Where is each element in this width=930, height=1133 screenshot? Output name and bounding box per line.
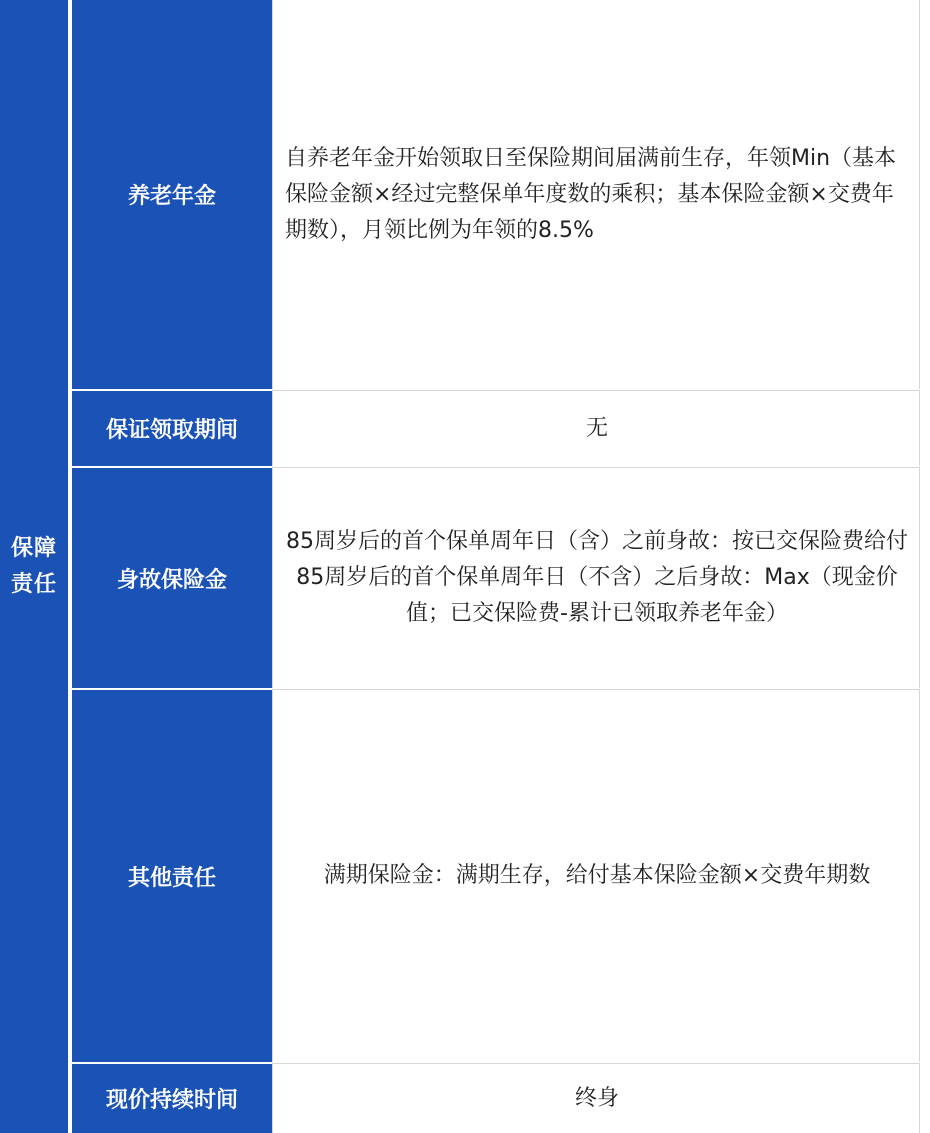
row-content-cash-value-duration: 终身 [574, 1085, 619, 1111]
row-content-cell-guarantee-period [272, 391, 920, 466]
row-content-cell-other-liability [272, 690, 920, 1062]
row-content-guarantee-period: 无 [585, 415, 608, 441]
row-label-guarantee-period: 保证领取期间 [105, 418, 238, 443]
section-header-label: 保障责任 [10, 535, 57, 597]
row-label-cash-value-duration: 现价持续时间 [105, 1088, 238, 1113]
row-label-cell-death-benefit [72, 468, 272, 688]
row-content-cell-cash-value-duration [272, 1064, 920, 1133]
row-label-cell-pension [72, 0, 272, 389]
section-header-cell [0, 0, 70, 1133]
row-content-pension: 自养老年金开始领取日至保险期间届满前生存，年领Min（基本保险金额×经过完整保单年度数的乘积；基本保险金额×交费年期数），月领比例为年领的8.5% [285, 145, 897, 243]
death-benefit-line: 85周岁后的首个保单周年日（含）之前身故：按已交保险费给付 [286, 529, 908, 554]
row-content-cell-death-benefit [272, 468, 920, 688]
row-label-cell-other-liability [72, 690, 272, 1062]
row-label-cell-guarantee-period [72, 391, 272, 466]
row-label-pension: 养老年金 [127, 184, 216, 209]
death-benefit-line: 85周岁后的首个保单周年日（不含）之后身故：Max（现金价值；已交保险费-累计已领取养老年金） [296, 565, 898, 626]
row-label-cell-cash-value-duration [72, 1064, 272, 1133]
row-content-other-liability: 满期保险金：满期生存，给付基本保险金额×交费年期数 [323, 863, 871, 888]
row-content-cell-pension [272, 0, 920, 389]
row-label-death-benefit: 身故保险金 [116, 567, 227, 593]
row-content-death-benefit [285, 524, 909, 632]
row-label-other-liability: 其他责任 [127, 865, 216, 891]
